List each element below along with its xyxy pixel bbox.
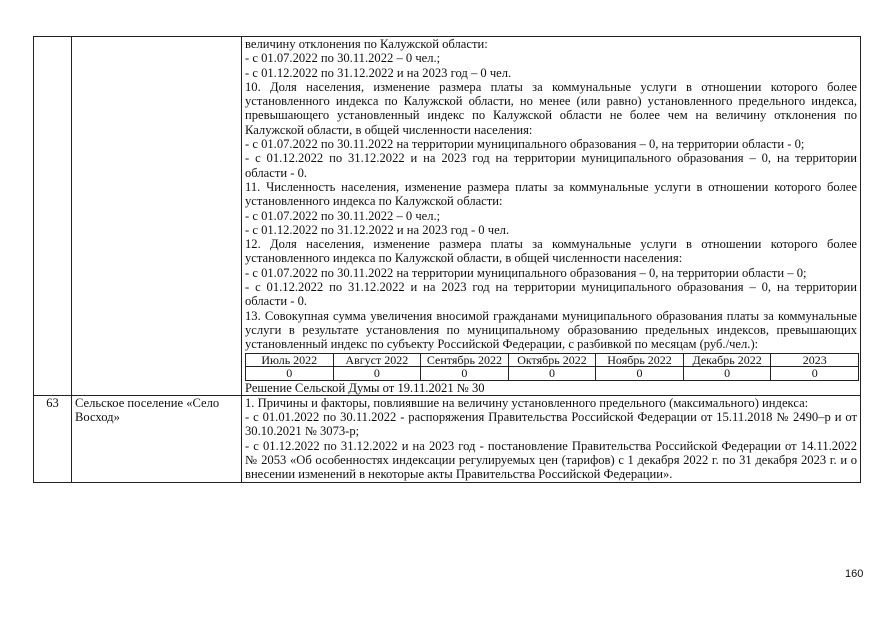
text-line: - с 01.12.2022 по 31.12.2022 и на 2023 год – 0 чел. bbox=[245, 65, 512, 80]
text-line: - с 01.07.2022 по 30.11.2022 – 0 чел.; bbox=[245, 51, 441, 66]
month-header: Август 2022 bbox=[333, 353, 421, 367]
month-header: Сентябрь 2022 bbox=[421, 353, 509, 367]
month-value: 0 bbox=[771, 367, 859, 381]
month-value: 0 bbox=[246, 367, 334, 381]
paragraph-1-b: - с 01.12.2022 по 31.12.2022 и на 2023 год - постановление Правительства Российской Федерации от 14.11.2022 № 2053 «Об особенностях индексации регулируемых цен (тарифов) с 1 декабря 2022 г. по 31 декабря 2023 г. и о внесении изменений в некоторые акты Правительства Российской Федерации». bbox=[245, 438, 857, 482]
table-row bbox=[246, 353, 859, 367]
content-cell bbox=[242, 37, 861, 396]
paragraph-10-a: - с 01.07.2022 по 30.11.2022 на территории муниципального образования – 0, на территории области - 0; bbox=[245, 137, 805, 152]
paragraph-11-a: - с 01.07.2022 по 30.11.2022 – 0 чел.; bbox=[245, 208, 441, 223]
content-cell bbox=[242, 395, 861, 482]
decision-reference: Решение Сельской Думы от 19.11.2021 № 30 bbox=[245, 380, 485, 395]
page-number: 160 bbox=[845, 568, 864, 580]
paragraph-12: 12. Доля населения, изменение размера платы за коммунальные услуги в отношении которого более установленного индекса по Калужской области, в общей численности населения: bbox=[245, 237, 857, 266]
paragraph-13: 13. Совокупная сумма увеличения вносимой гражданами муниципального образования платы за коммунальные услуги в результате установления по муниципальному образованию предельных индексов, превышающих установленный индекс по субъекту Российской Федерации, с разбивкой по месяцам (руб./чел.): bbox=[245, 308, 857, 352]
municipality-name: Сельское поселение «Село Восход» bbox=[75, 395, 220, 425]
month-value: 0 bbox=[508, 367, 596, 381]
table-row bbox=[34, 395, 861, 482]
month-value: 0 bbox=[333, 367, 421, 381]
paragraph-12-b: - с 01.12.2022 по 31.12.2022 и на 2023 год на территории муниципального образования – 0, на территории области - 0. bbox=[245, 280, 857, 309]
paragraph-10: 10. Доля населения, изменение размера платы за коммунальные услуги в отношении которого более установленного индекса по Калужской области, но менее (или равно) установленного предельного индекса, превышающего установленный индекс по Калужской области не более чем на величину отклонения по Калужской области, в общей численности населения: bbox=[245, 79, 857, 137]
month-header: Декабрь 2022 bbox=[683, 353, 771, 367]
monthly-amounts-table bbox=[245, 353, 859, 381]
month-header: Ноябрь 2022 bbox=[596, 353, 684, 367]
month-header: 2023 bbox=[771, 353, 859, 367]
month-header: Июль 2022 bbox=[246, 353, 334, 367]
paragraph-1-a: - с 01.01.2022 по 30.11.2022 - распоряжения Правительства Российской Федерации от 15.11.2018 № 2490–р и от 30.10.2021 № 3073-р; bbox=[245, 410, 857, 439]
month-value: 0 bbox=[683, 367, 771, 381]
paragraph-1: 1. Причины и факторы, повлиявшие на величину установленного предельного (максимального) индекса: bbox=[245, 395, 809, 410]
month-value: 0 bbox=[421, 367, 509, 381]
paragraph-12-a: - с 01.07.2022 по 30.11.2022 на территории муниципального образования – 0, на территории области – 0; bbox=[245, 265, 807, 280]
paragraph-11: 11. Численность населения, изменение размера платы за коммунальные услуги в отношении которого более установленного индекса по Калужской области: bbox=[245, 179, 857, 209]
paragraph-10-b: - с 01.12.2022 по 31.12.2022 и на 2023 год на территории муниципального образования – 0, на территории области - 0. bbox=[245, 151, 857, 180]
paragraph-11-b: - с 01.12.2022 по 31.12.2022 и на 2023 год - 0 чел. bbox=[245, 222, 510, 237]
row-number-cell bbox=[34, 37, 72, 396]
municipality-cell bbox=[72, 395, 242, 482]
table-row bbox=[34, 37, 861, 396]
row-number-cell: 63 bbox=[34, 395, 72, 482]
indices-table bbox=[33, 36, 861, 483]
month-value: 0 bbox=[596, 367, 684, 381]
month-header: Октябрь 2022 bbox=[508, 353, 596, 367]
municipality-cell bbox=[72, 37, 242, 396]
text-line: величину отклонения по Калужской области: bbox=[245, 37, 488, 51]
table-row bbox=[246, 367, 859, 381]
